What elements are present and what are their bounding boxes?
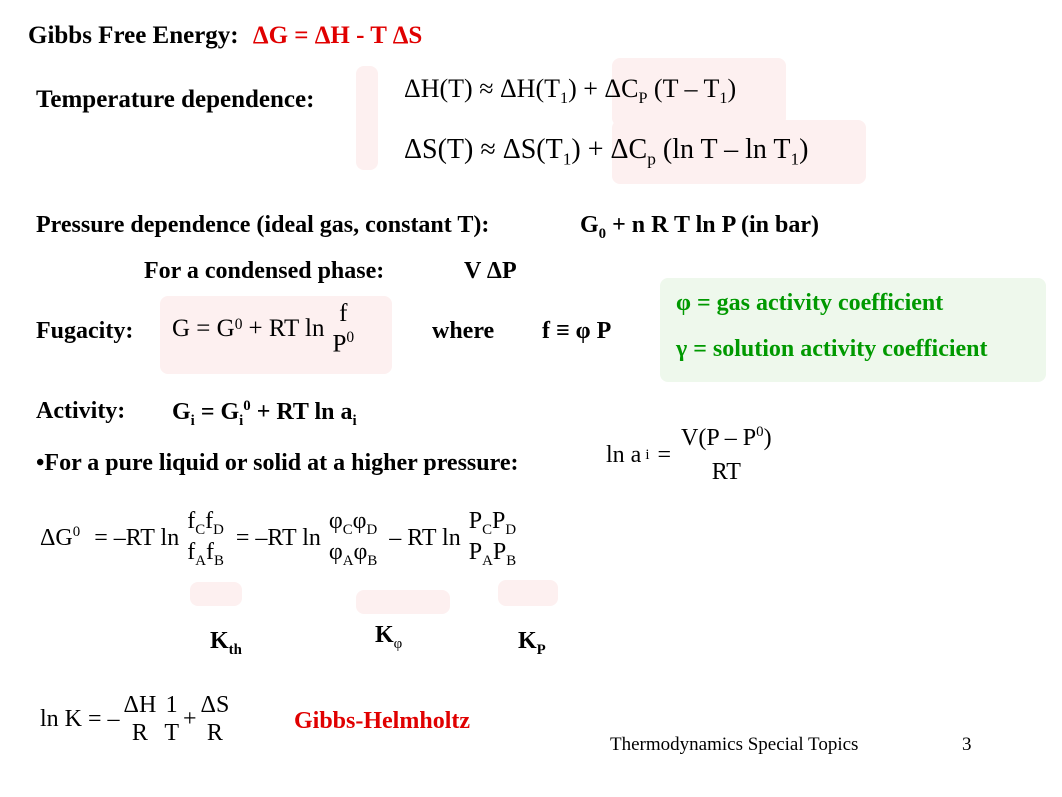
title-equation: ΔG = ΔH - T ΔS	[252, 22, 423, 49]
fugacity-label: Fugacity:	[36, 318, 134, 344]
frac2-num-s2: D	[366, 521, 378, 538]
gh-frac1	[122, 692, 159, 747]
frac2-num-s1: C	[342, 521, 353, 538]
delta-g0-frac3	[467, 508, 518, 570]
frac3-den-b: P	[492, 538, 507, 565]
gh-frac3-num: ΔS	[200, 692, 230, 718]
k-phi-label	[375, 622, 402, 653]
activity-eq-sub3: i	[352, 412, 357, 429]
pure-liquid-num-text: V(P – P	[681, 425, 757, 451]
k-phi-k: K	[375, 622, 394, 648]
temperature-eq-s	[404, 134, 808, 170]
gh-frac1-den: R	[131, 719, 148, 746]
eq-h-sub3: 1	[719, 90, 728, 108]
frac2-den-b: φ	[353, 538, 368, 565]
frac2-den	[327, 539, 379, 570]
highlight-kth	[190, 582, 242, 606]
frac1-num-s1: C	[195, 521, 206, 538]
eq-s-close: )	[799, 134, 809, 165]
eq-h-part3: (T – T	[647, 74, 720, 103]
fugacity-eq-left: G = G	[172, 315, 235, 343]
delta-g0-lhs: ΔG	[40, 525, 73, 552]
condensed-equation: V ΔP	[464, 258, 517, 284]
pure-liquid-num	[679, 424, 774, 453]
pure-liquid-lhs-sub: i	[645, 446, 650, 463]
frac1-den-s1: A	[195, 552, 206, 569]
pressure-equation	[580, 212, 819, 243]
gh-frac1-num: ΔH	[123, 692, 157, 718]
delta-g0-equation	[40, 508, 518, 570]
gh-frac3-den: R	[206, 719, 223, 746]
pressure-label: Pressure dependence (ideal gas, constant T):	[36, 212, 490, 238]
k-th-k: K	[210, 628, 229, 654]
activity-eq-eq: = G	[194, 399, 240, 425]
pressure-eq-rest: + n R T ln P (in bar)	[606, 212, 819, 238]
activity-eq-rest: + RT ln a	[250, 399, 353, 425]
fugacity-eq-mid: + RT ln	[248, 315, 325, 343]
pure-liquid-label: •For a pure liquid or solid at a higher pressure:	[36, 450, 519, 476]
activity-equation	[172, 398, 357, 430]
gas-coefficient: φ = gas activity coefficient	[676, 290, 944, 316]
eq-s-part3: (ln T – ln T	[655, 134, 791, 165]
frac1-den-a: f	[187, 538, 196, 565]
gh-frac2	[162, 692, 181, 747]
highlight-kphi	[356, 590, 450, 614]
k-th-sub: th	[228, 641, 242, 658]
frac1-den	[185, 539, 226, 570]
fugacity-eq-sup: 0	[234, 316, 243, 334]
eq-h-part2: ) + ΔC	[568, 74, 639, 103]
temperature-eq-h	[404, 74, 736, 108]
frac2-num	[327, 508, 379, 539]
fugacity-frac-num: f	[339, 300, 348, 327]
activity-eq-sub2: i	[239, 412, 244, 429]
frac1-num	[185, 508, 226, 539]
fugacity-definition: f ≡ φ P	[542, 318, 612, 344]
frac2-den-s1: A	[342, 552, 354, 569]
pure-liquid-num-close: )	[763, 425, 772, 451]
k-p-k: K	[518, 628, 537, 654]
eq-s-sub1: 1	[562, 149, 572, 169]
pure-liquid-fraction	[679, 424, 774, 486]
title-label: Gibbs Free Energy:	[28, 22, 239, 49]
footer-page-number: 3	[962, 734, 972, 755]
frac2-num-a: φ	[328, 508, 343, 534]
frac3-den-s1: A	[482, 552, 493, 569]
pure-liquid-num-sup: 0	[756, 424, 764, 440]
gibbs-helmholtz-label: Gibbs-Helmholtz	[294, 708, 471, 734]
delta-g0-frac1	[185, 508, 226, 570]
gh-plus: +	[182, 706, 197, 733]
delta-g0-lhs-sup: 0	[72, 524, 81, 541]
fugacity-frac-den	[331, 329, 357, 359]
k-phi-sub: φ	[393, 635, 403, 652]
fugacity-frac-den-sup: 0	[346, 328, 355, 346]
k-p-label	[518, 628, 546, 659]
fugacity-equation	[172, 300, 356, 359]
k-p-sub: P	[536, 641, 546, 658]
frac2-num-b: φ	[352, 508, 367, 534]
gibbs-helmholtz-equation	[40, 692, 231, 747]
delta-g0-term1-pre: = –RT ln	[94, 525, 180, 552]
eq-s-sub3: 1	[790, 149, 800, 169]
gh-frac2-den: T	[164, 719, 179, 746]
frac1-den-b: f	[205, 538, 214, 565]
activity-eq-sub: i	[190, 412, 195, 429]
eq-h-close: )	[727, 74, 737, 103]
eq-h-part1: ΔH(T) ≈ ΔH(T	[404, 74, 560, 103]
frac1-num-a: f	[187, 508, 196, 534]
gh-frac2-num: 1	[165, 692, 178, 718]
frac3-num	[467, 508, 518, 539]
temperature-label: Temperature dependence:	[36, 86, 315, 113]
frac2-den-a: φ	[328, 538, 343, 565]
eq-s-sub2: p	[647, 149, 656, 169]
gh-lhs: ln K	[40, 706, 82, 733]
frac3-num-a: P	[468, 508, 483, 534]
fugacity-frac-den-p: P	[332, 330, 347, 358]
pressure-eq-sub: 0	[598, 225, 607, 242]
activity-label: Activity:	[36, 398, 126, 424]
delta-g0-term3-pre: – RT ln	[389, 525, 461, 552]
activity-eq-sup: 0	[243, 398, 251, 414]
activity-eq-g: G	[172, 399, 191, 425]
fugacity-fraction	[331, 300, 357, 359]
frac3-num-s1: C	[482, 521, 493, 538]
highlight-temperature	[356, 66, 378, 170]
frac1-den-s2: B	[213, 552, 224, 569]
solution-coefficient: γ = solution activity coefficient	[676, 336, 988, 362]
eq-s-part1: ΔS(T) ≈ ΔS(T	[404, 134, 563, 165]
pure-liquid-equation	[606, 424, 774, 486]
footer-course: Thermodynamics Special Topics	[610, 734, 859, 755]
frac3-den-s2: B	[506, 552, 517, 569]
pure-liquid-lhs: ln a	[606, 441, 642, 468]
gh-frac3	[199, 692, 232, 747]
frac3-num-s2: D	[505, 521, 517, 538]
delta-g0-frac2	[327, 508, 379, 570]
fugacity-where: where	[432, 318, 495, 344]
frac3-den-a: P	[468, 538, 483, 565]
k-th-label	[210, 628, 242, 659]
pure-liquid-equals: =	[657, 441, 672, 468]
eq-h-sub1: 1	[560, 90, 569, 108]
frac2-den-s2: B	[367, 552, 378, 569]
highlight-kp	[498, 580, 558, 606]
frac1-num-b: f	[205, 508, 214, 534]
condensed-label: For a condensed phase:	[144, 258, 385, 284]
gh-eq: = –	[88, 706, 120, 733]
pure-liquid-den: RT	[711, 458, 741, 485]
title-row	[28, 22, 422, 50]
eq-s-part2: ) + ΔC	[571, 134, 648, 165]
frac3-num-b: P	[492, 508, 506, 534]
delta-g0-term2-pre: = –RT ln	[235, 525, 321, 552]
pressure-eq-g: G	[580, 212, 599, 238]
frac3-den	[467, 539, 518, 570]
frac1-num-s2: D	[213, 521, 224, 538]
eq-h-sub2: P	[638, 90, 648, 108]
